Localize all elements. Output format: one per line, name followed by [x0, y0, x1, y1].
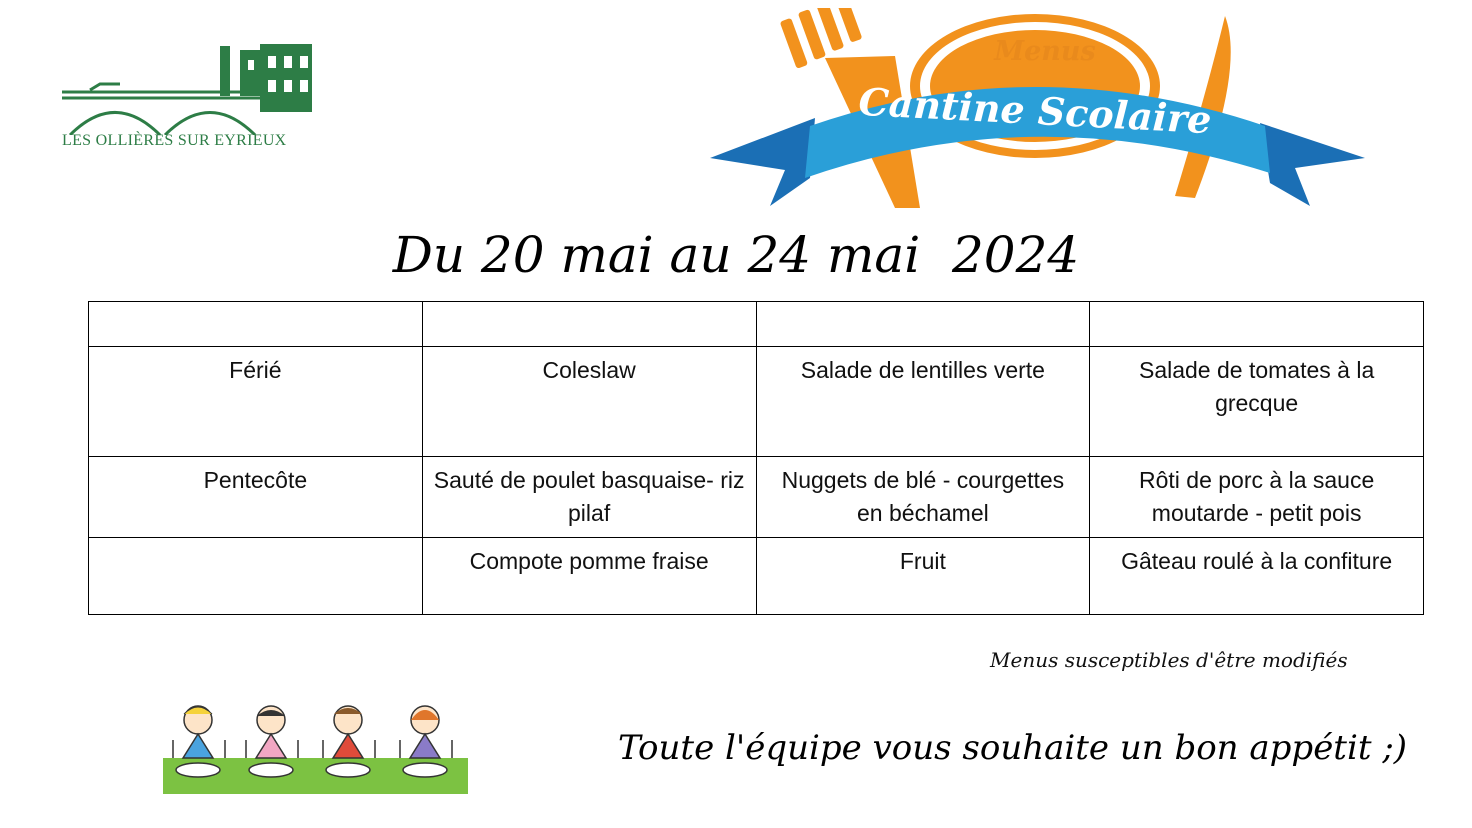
table-cell: Fruit — [756, 538, 1090, 615]
table-cell: Salade de tomates à la grecque — [1090, 347, 1424, 457]
table-cell — [89, 302, 423, 347]
menu-table — [88, 301, 1424, 615]
week-title: Du 20 mai au 24 mai 2024 — [392, 226, 1080, 284]
table-cell — [422, 302, 756, 347]
banner-top-text: Menus — [994, 36, 1096, 67]
table-cell: Nuggets de blé - courgettes en béchamel — [756, 457, 1090, 538]
table-cell — [89, 538, 423, 615]
logo-text: LES OLLIÈRES SUR EYRIEUX — [62, 132, 287, 149]
table-cell: Férié — [89, 347, 423, 457]
table-row — [89, 347, 1424, 457]
table-cell: Sauté de poulet basquaise- riz pilaf — [422, 457, 756, 538]
table-row — [89, 457, 1424, 538]
table-cell — [756, 302, 1090, 347]
table-cell: Coleslaw — [422, 347, 756, 457]
table-cell: Gâteau roulé à la confiture — [1090, 538, 1424, 615]
banner-main-text: Cantine Scolaire — [857, 78, 1213, 143]
cantine-banner — [705, 8, 1375, 213]
table-cell: Rôti de porc à la sauce moutarde - petit pois — [1090, 457, 1424, 538]
table-cell: Pentecôte — [89, 457, 423, 538]
bridge-village-icon — [60, 40, 320, 135]
table-cell — [1090, 302, 1424, 347]
table-row — [89, 538, 1424, 615]
table-cell: Compote pomme fraise — [422, 538, 756, 615]
bon-appetit-message: Toute l'équipe vous souhaite un bon appétit ;) — [618, 728, 1408, 768]
municipality-logo — [60, 40, 320, 160]
children-at-table-icon — [163, 700, 468, 794]
table-cell: Salade de lentilles verte — [756, 347, 1090, 457]
modification-note: Menus susceptibles d'être modifiés — [990, 648, 1348, 672]
table-row — [89, 302, 1424, 347]
